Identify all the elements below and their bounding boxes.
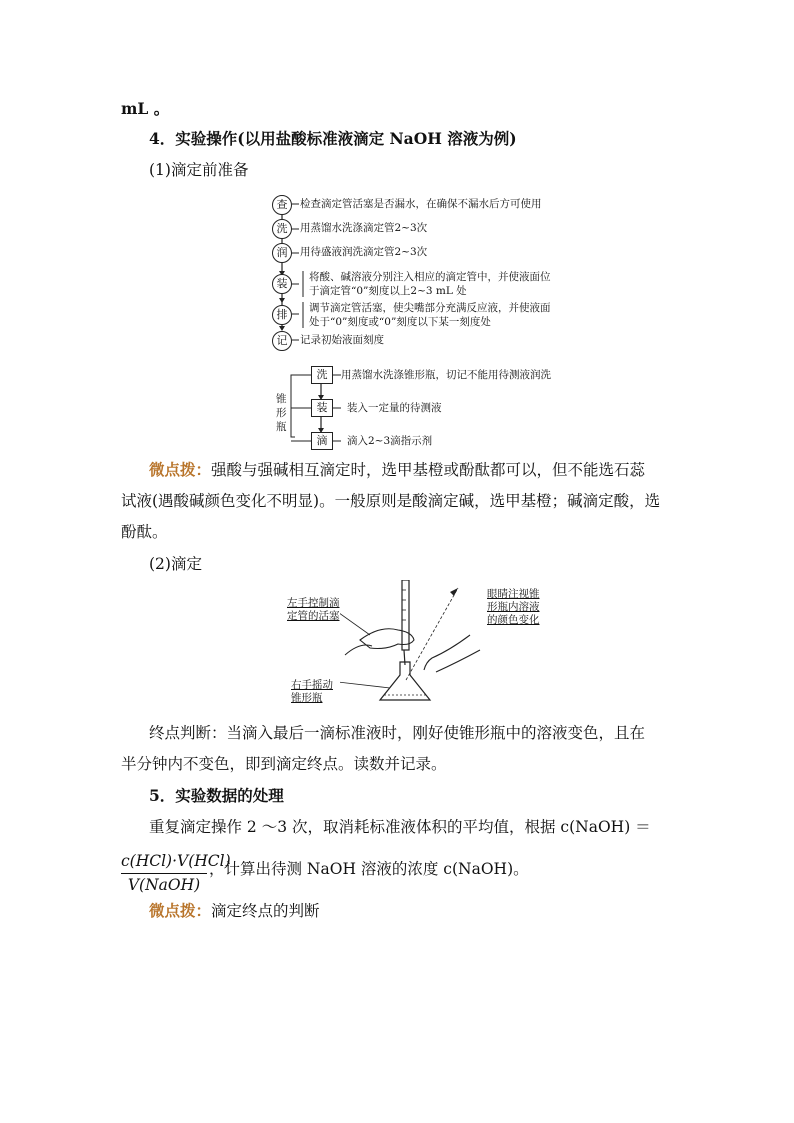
step-fill-text-2: 于滴定管“0”刻度以上2~3 mL 处 <box>309 285 467 297</box>
tip2-label: 微点拨： <box>149 901 212 920</box>
tip2-line <box>149 900 320 922</box>
fraction-denominator: V(NaOH) <box>127 876 201 894</box>
step-rinse-text: 用待盛液润洗滴定管2~3次 <box>300 246 428 258</box>
label-right-hand-1: 右手摇动 <box>291 679 333 691</box>
text-fragment-ml: mL 。 <box>121 99 170 118</box>
label-eyes-2: 形瓶内溶液 <box>487 601 540 613</box>
step-record-circle: 记 <box>272 331 292 351</box>
step-drain-text-2: 处于“0”刻度或“0”刻度以下某一刻度处 <box>309 316 491 328</box>
burette-icon <box>402 580 409 650</box>
step-record-text: 记录初始液面刻度 <box>300 334 384 346</box>
label-left-hand-1: 左手控制滴 <box>287 597 340 609</box>
tip1-text-a: 强酸与强碱相互滴定时，选甲基橙或酚酞都可以，但不能选石蕊 <box>211 461 646 479</box>
flask-drop-text: 滴入2~3滴指示剂 <box>347 435 433 447</box>
concentration-fraction <box>121 850 231 896</box>
tip2-text: 滴定终点的判断 <box>211 902 320 920</box>
flask-group-label: 锥形瓶 <box>276 393 287 433</box>
step-wash-text: 用蒸馏水洗涤滴定管2~3次 <box>300 222 428 234</box>
tip1-line-2: 试液(遇酸碱颜色变化不明显)。一般原则是酸滴定碱，选甲基橙；碱滴定酸，选 <box>121 492 661 510</box>
tip1-label: 微点拨： <box>149 460 212 479</box>
step-drain-circle: 排 <box>272 305 292 325</box>
step-check-text: 检查滴定管活塞是否漏水，在确保不漏水后方可使用 <box>300 198 542 210</box>
label-right-hand-2: 锥形瓶 <box>291 692 323 704</box>
flask-fill-text: 装入一定量的待测液 <box>347 402 442 414</box>
flask-fill-box: 装 <box>311 399 333 417</box>
section-5-text-2: ，计算出待测 NaOH 溶液的浓度 c(NaOH)。 <box>209 860 529 878</box>
step-fill-text-1: 将酸、碱溶液分别注入相应的滴定管中，并使液面位 <box>309 271 551 283</box>
subsection-1-heading: (1)滴定前准备 <box>149 161 249 179</box>
tip1-line-1 <box>149 459 645 481</box>
label-left-hand-2: 定管的活塞 <box>287 610 340 622</box>
conical-flask-icon <box>380 662 430 700</box>
tip1-line-3: 酚酞。 <box>121 523 168 541</box>
eye-arrow-icon <box>450 588 458 596</box>
section-5-text: 重复滴定操作 2 ～3 次，取消耗标准液体积的平均值，根据 c(NaOH) ＝ <box>149 818 651 836</box>
flask-drop-box: 滴 <box>311 432 333 450</box>
endpoint-line-2: 半分钟内不变色，即到滴定终点。读数并记录。 <box>121 755 447 773</box>
fraction-numerator: c(HCl)·V(HCl) <box>121 850 207 874</box>
step-rinse-circle: 润 <box>272 243 292 263</box>
right-hand-icon <box>424 635 470 670</box>
endpoint-line-1: 终点判断：当滴入最后一滴标准液时，刚好使锥形瓶中的溶液变色，且在 <box>149 724 646 742</box>
step-wash-circle: 洗 <box>272 219 292 239</box>
titration-drawing <box>340 580 490 710</box>
subsection-2-heading: (2)滴定 <box>149 555 202 573</box>
step-check-circle: 查 <box>272 195 292 215</box>
flask-wash-box: 洗 <box>311 366 333 384</box>
step-fill-circle: 装 <box>272 274 292 294</box>
label-eyes-3: 的颜色变化 <box>487 614 540 626</box>
section-4-heading: 4．实验操作(以用盐酸标准液滴定 NaOH 溶液为例) <box>149 129 517 148</box>
label-eyes-1: 眼睛注视锥 <box>487 588 540 600</box>
step-drain-text-1: 调节滴定管活塞，使尖嘴部分充满反应液，并使液面 <box>309 302 551 314</box>
flask-wash-text: 用蒸馏水洗涤锥形瓶，切记不能用待测液润洗 <box>341 369 551 381</box>
section-5-heading: 5．实验数据的处理 <box>149 786 284 805</box>
